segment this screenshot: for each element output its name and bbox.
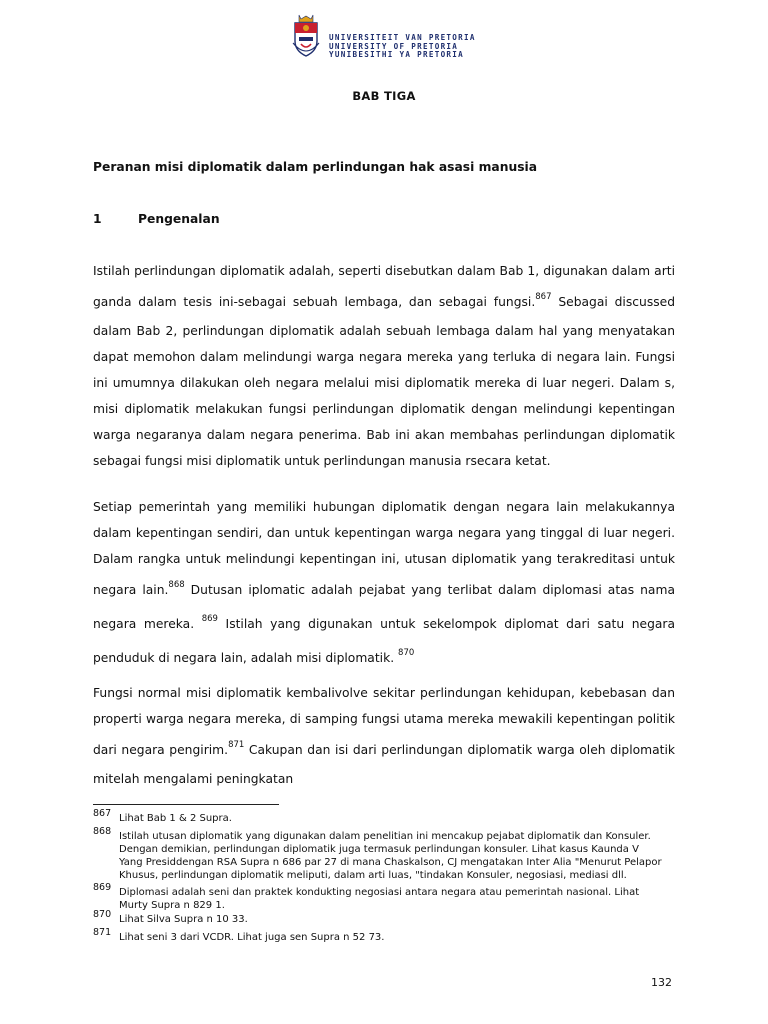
text-line: negara lain.$^{868}$ Dutusan iplomatic adalah pejabat yang terlibat dalam diplomasi atas nama (93, 580, 675, 597)
footnote-text: Murty Supra n 829 1. (119, 900, 225, 911)
footnote-text: Yang Presiddengan RSA Supra n 686 par 27 di mana Chaskalson, CJ mengatakan Inter Alia "Menurut Pelapor (119, 857, 662, 868)
footnote-868 (93, 826, 683, 882)
footnote-number: 869 (93, 882, 112, 893)
footnote-ref-869[interactable]: 869 (201, 614, 218, 624)
text-line: penduduk di negara lain, adalah misi diplomatik. $^{870}$ (93, 648, 415, 665)
university-logo (291, 13, 481, 59)
text-line: Istilah perlindungan diplomatik adalah, seperti disebutkan dalam Bab 1, digunakan dalam arti (93, 264, 675, 278)
text-line: negara mereka. $^{869}$ Istilah yang digunakan untuk sekelompok diplomat dari satu negara (93, 614, 675, 631)
text-line: mitelah mengalami peningkatan (93, 772, 294, 786)
section-title: Peranan misi diplomatik dalam perlindungan hak asasi manusia (93, 160, 538, 174)
footnote-ref-867[interactable]: 867 (535, 292, 552, 302)
paragraph-2 (93, 500, 675, 678)
subsection-heading (93, 212, 220, 226)
footnote-867 (93, 808, 683, 825)
footnote-869 (93, 882, 683, 912)
paragraph-1 (93, 264, 675, 480)
page-number: 132 (651, 976, 672, 989)
footnote-871 (93, 927, 683, 944)
footnote-text: Istilah utusan diplomatik yang digunakan dalam penelitian ini mencakup pejabat diplomatik dan Konsuler. (119, 831, 651, 842)
paragraph-3 (93, 686, 675, 798)
text-line: ganda dalam tesis ini-sebagai sebuah lembaga, dan sebagai fungsi.$^{867}$ Sebagai discussed (93, 292, 675, 309)
university-name (329, 34, 479, 60)
chapter-title: BAB TIGA (352, 89, 416, 103)
subsection-number: 1 (93, 212, 102, 226)
text-line: dalam Bab 2, perlindungan diplomatik adalah sebuah lembaga dalam hal yang menyatakan (93, 324, 675, 338)
text-line: Dalam rangka untuk melindungi kepentingan ini, utusan diplomatik yang terakreditasi untuk (93, 552, 675, 566)
footnote-separator (93, 804, 279, 805)
text-line: dari negara pengirim.$^{871}$ Cakupan dan isi dari perlindungan diplomatik warga oleh diplomatik (93, 740, 675, 757)
text-line: misi diplomatik melakukan fungsi perlindungan diplomatik dengan melindungi kepentingan (93, 402, 675, 416)
footnote-ref-870[interactable]: 870 (398, 648, 415, 658)
footnote-number: 868 (93, 826, 112, 837)
footnote-text: Dengan demikian, perlindungan diplomatik juga termasuk perlindungan konsuler. Lihat kasus Kaunda V (119, 844, 639, 855)
footnote-text: Lihat seni 3 dari VCDR. Lihat juga sen Supra n 52 73. (119, 932, 385, 943)
university-name-sepedi: YUNIBESITHI YA PRETORIA (329, 50, 465, 60)
text-line: dapat memohon dalam melindungi warga negara mereka yang terluka di negara lain. Fungsi (93, 350, 675, 364)
university-name-english: UNIVERSITY OF PRETORIA (329, 41, 459, 51)
footnote-text: Lihat Silva Supra n 10 33. (119, 914, 248, 925)
footnote-ref-871[interactable]: 871 (228, 740, 245, 750)
footnote-text: Diplomasi adalah seni dan praktek kondukting negosiasi antara negara atau pemerintah nasional. Lihat (119, 887, 640, 898)
university-crest-icon (291, 13, 321, 57)
text-line: Setiap pemerintah yang memiliki hubungan diplomatik dengan negara lain melakukannya (93, 500, 675, 514)
text-line: Fungsi normal misi diplomatik kembalivolve sekitar perlindungan kehidupan, kebebasan dan (93, 686, 675, 700)
footnote-text: Lihat Bab 1 & 2 Supra. (119, 813, 232, 824)
text-line: properti warga negara mereka, di samping fungsi utama mereka mewakili kepentingan politik (93, 712, 675, 726)
text-line: ini umumnya dilakukan oleh negara melalui misi diplomatik mereka di luar negeri. Dalam s, (93, 376, 675, 390)
footnote-number: 870 (93, 909, 112, 920)
footnote-870 (93, 909, 683, 926)
footnote-ref-868[interactable]: 868 (168, 580, 185, 590)
footnote-text: Khusus, perlindungan diplomatik meliputi, dalam arti luas, "tindakan Konsuler, negosiasi, mediasi dll. (119, 870, 627, 881)
subsection-title: Pengenalan (138, 212, 220, 226)
footnote-number: 871 (93, 927, 112, 938)
university-name-afrikaans: UNIVERSITEIT VAN PRETORIA (329, 33, 476, 42)
text-line: warga negaranya dalam negara penerima. Bab ini akan membahas perlindungan diplomatik (93, 428, 675, 442)
footnote-number: 867 (93, 808, 112, 819)
text-line: dalam kepentingan sendiri, dan untuk kepentingan warga negara yang tinggal di luar negeri. (93, 526, 675, 540)
text-line: sebagai fungsi misi diplomatik untuk perlindungan manusia rsecara ketat. (93, 454, 551, 468)
